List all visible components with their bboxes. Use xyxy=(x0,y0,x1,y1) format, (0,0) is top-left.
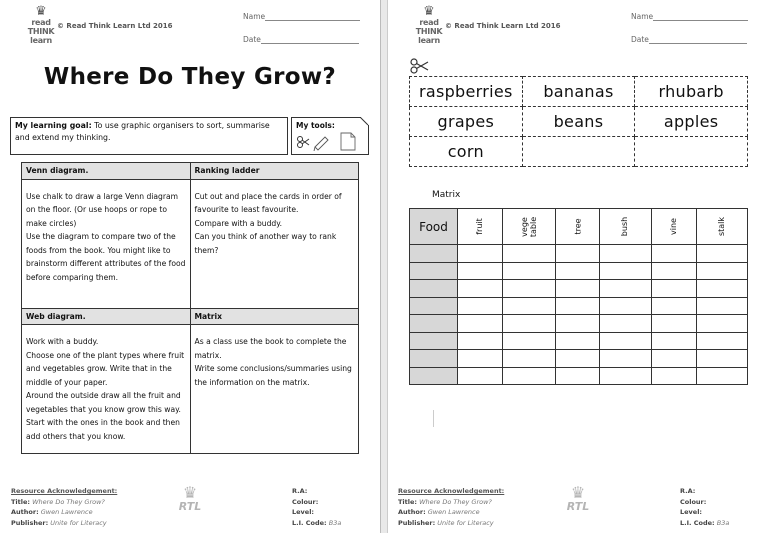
title-value: Where Do They Grow? xyxy=(32,497,105,506)
matrix-cell[interactable] xyxy=(651,262,697,280)
matrix-header-vine-text: vine xyxy=(669,218,679,235)
learning-goal-text: To use graphic organisers to sort, summarise and extend my thinking. xyxy=(15,121,270,142)
matrix-food-cell[interactable] xyxy=(410,297,458,315)
crown-icon: ♛ xyxy=(182,483,198,502)
matrix-cell[interactable] xyxy=(599,315,651,333)
matrix-cell[interactable] xyxy=(651,297,697,315)
matrix-row xyxy=(410,280,748,298)
matrix-cell[interactable] xyxy=(651,315,697,333)
matrix-header-bush xyxy=(599,209,651,245)
matrix-cell[interactable] xyxy=(697,367,748,385)
matrix-cell[interactable] xyxy=(697,280,748,298)
rtl-logo-text: RTL xyxy=(566,500,590,513)
matrix-cell[interactable] xyxy=(599,280,651,298)
matrix-food-cell[interactable] xyxy=(410,262,458,280)
paper-icon xyxy=(341,133,355,150)
matrix-cell[interactable] xyxy=(651,280,697,298)
matrix-food-cell[interactable] xyxy=(410,280,458,298)
card-bananas[interactable]: bananas xyxy=(522,77,635,107)
matrix-text: As a class use the book to complete the matrix. Write some conclusions/summaries using the information on the matrix. xyxy=(190,325,359,454)
matrix-cell[interactable] xyxy=(502,297,556,315)
matrix-cell[interactable] xyxy=(651,245,697,263)
level-label: Level: xyxy=(292,508,315,516)
matrix-cell[interactable] xyxy=(697,262,748,280)
level-info xyxy=(680,486,729,528)
resource-acknowledgement xyxy=(398,486,504,528)
matrix-row xyxy=(410,350,748,368)
title-label: Title: xyxy=(11,497,31,506)
matrix-cell[interactable] xyxy=(458,332,503,350)
matrix-header-stalk xyxy=(697,209,748,245)
level-info xyxy=(292,486,341,528)
name-label: Name xyxy=(631,12,654,21)
matrix-cell[interactable] xyxy=(502,350,556,368)
page-gutter xyxy=(380,0,388,533)
matrix-food-cell[interactable] xyxy=(410,245,458,263)
rtl-logo xyxy=(561,485,595,512)
name-field[interactable] xyxy=(631,12,748,21)
publisher-label: Publisher: xyxy=(11,518,49,527)
matrix-cell[interactable] xyxy=(651,332,697,350)
matrix-cell[interactable] xyxy=(502,245,556,263)
venn-diagram-text: Use chalk to draw a large Venn diagram on the floor. (Or use hoops or rope to make circles) Use the diagram to compare two of the foods from the book. You might like to brainstorm different attributes of the food before comparing them. xyxy=(22,179,191,308)
card-raspberries[interactable]: raspberries xyxy=(410,77,523,107)
publisher-value: Unite for Literacy xyxy=(437,518,494,527)
card-blank xyxy=(522,137,635,167)
activities-table xyxy=(21,162,359,454)
matrix-cell[interactable] xyxy=(502,332,556,350)
matrix-cell[interactable] xyxy=(556,245,599,263)
matrix-row xyxy=(410,332,748,350)
matrix-cell[interactable] xyxy=(556,315,599,333)
ranking-ladder-text: Cut out and place the cards in order of favourite to least favourite. Compare with a buddy. Can you think of another way to rank them? xyxy=(190,179,359,308)
matrix-stick-mark xyxy=(433,410,434,427)
matrix-header-tree xyxy=(556,209,599,245)
matrix-cell[interactable] xyxy=(599,245,651,263)
matrix-heading: Matrix xyxy=(190,308,359,325)
code-label: L.I. Code: xyxy=(680,518,715,527)
colour-label: Colour: xyxy=(292,497,319,506)
matrix-header-vegetable xyxy=(502,209,556,245)
crown-icon: ♛ xyxy=(35,4,47,19)
matrix-cell[interactable] xyxy=(556,280,599,298)
matrix-food-cell[interactable] xyxy=(410,332,458,350)
scissors-icon xyxy=(410,58,430,74)
pencil-icon xyxy=(314,137,328,151)
web-diagram-text: Work with a buddy. Choose one of the plant types where fruit and vegetables grow. Write that in the middle of your paper. Around the outside draw all the fruit and vegetables that you know grow this way. Start with the ones in the book and then add others that you know. xyxy=(22,325,191,454)
matrix-label: Matrix xyxy=(432,190,461,200)
web-diagram-heading: Web diagram. xyxy=(22,308,191,325)
venn-diagram-heading: Venn diagram. xyxy=(22,163,191,180)
matrix-cell[interactable] xyxy=(458,350,503,368)
ack-label: Resource Acknowledgement: xyxy=(11,487,118,495)
name-field[interactable] xyxy=(243,12,360,21)
logo-word-read: read xyxy=(31,18,51,27)
card-beans[interactable]: beans xyxy=(522,107,635,137)
scissors-icon xyxy=(298,137,310,148)
card-corn[interactable]: corn xyxy=(410,137,523,167)
matrix-cell[interactable] xyxy=(651,367,697,385)
logo-word-learn: learn xyxy=(418,36,440,45)
matrix-cell[interactable] xyxy=(697,245,748,263)
matrix-cell[interactable] xyxy=(697,315,748,333)
matrix-header-bush-text: bush xyxy=(620,216,630,237)
matrix-cell[interactable] xyxy=(697,332,748,350)
matrix-cell[interactable] xyxy=(556,262,599,280)
matrix-cell[interactable] xyxy=(599,367,651,385)
matrix-food-cell[interactable] xyxy=(410,315,458,333)
card-apples[interactable]: apples xyxy=(635,107,748,137)
matrix-cell[interactable] xyxy=(556,350,599,368)
colour-label: Colour: xyxy=(680,497,707,506)
copyright-text: © Read Think Learn Ltd 2016 xyxy=(445,22,561,30)
matrix-cell[interactable] xyxy=(556,367,599,385)
author-value: Gwen Lawrence xyxy=(427,508,480,516)
code-value: B3a xyxy=(716,518,730,527)
matrix-header-vine xyxy=(651,209,697,245)
food-cards-grid xyxy=(409,76,748,167)
rtl-logo-text: RTL xyxy=(178,500,202,513)
copyright-text: © Read Think Learn Ltd 2016 xyxy=(57,22,173,30)
author-value: Gwen Lawrence xyxy=(40,508,93,516)
date-label: Date xyxy=(243,35,261,44)
matrix-row xyxy=(410,315,748,333)
crown-icon: ♛ xyxy=(570,483,586,502)
read-think-learn-logo xyxy=(415,5,443,45)
matrix-header-fruit-text: fruit xyxy=(475,218,485,235)
matrix-row xyxy=(410,245,748,263)
matrix-row xyxy=(410,297,748,315)
title-value: Where Do They Grow? xyxy=(419,497,492,506)
matrix-cell[interactable] xyxy=(599,332,651,350)
code-value: B3a xyxy=(328,518,342,527)
matrix-food-cell[interactable] xyxy=(410,350,458,368)
matrix-cell[interactable] xyxy=(458,262,503,280)
card-rhubarb[interactable]: rhubarb xyxy=(635,77,748,107)
matrix-header-tree-text: tree xyxy=(573,218,583,235)
title-label: Title: xyxy=(398,497,418,506)
matrix-header-stalk-text: stalk xyxy=(717,216,727,237)
author-label: Author: xyxy=(11,508,39,516)
name-label: Name xyxy=(243,12,266,21)
resource-acknowledgement xyxy=(11,486,117,528)
date-label: Date xyxy=(631,35,649,44)
matrix-header-row xyxy=(410,209,748,245)
matrix-cell[interactable] xyxy=(502,280,556,298)
matrix-cell[interactable] xyxy=(458,297,503,315)
worksheet-title: Where Do They Grow? xyxy=(43,64,337,90)
matrix-cell[interactable] xyxy=(651,350,697,368)
code-label: L.I. Code: xyxy=(292,518,327,527)
logo-word-learn: learn xyxy=(30,36,52,45)
my-tools-label: My tools: xyxy=(296,121,335,130)
my-tools-box xyxy=(291,117,369,155)
matrix-row xyxy=(410,262,748,280)
ra-label: R.A: xyxy=(680,487,696,495)
ra-label: R.A: xyxy=(292,487,308,495)
matrix-cell[interactable] xyxy=(556,297,599,315)
matrix-cell[interactable] xyxy=(502,262,556,280)
matrix-table xyxy=(409,208,748,385)
date-field[interactable] xyxy=(243,35,359,44)
card-blank xyxy=(635,137,748,167)
left-page xyxy=(0,0,380,533)
learning-goal-label: My learning goal: xyxy=(15,121,92,130)
matrix-header-vegetable-text: vege table xyxy=(519,216,538,237)
ack-label: Resource Acknowledgement: xyxy=(398,487,505,495)
level-label: Level: xyxy=(680,508,703,516)
matrix-cell[interactable] xyxy=(458,367,503,385)
logo-word-read: read xyxy=(419,18,439,27)
publisher-label: Publisher: xyxy=(398,518,436,527)
logo-word-think: THINK xyxy=(27,27,55,36)
matrix-row xyxy=(410,367,748,385)
matrix-cell[interactable] xyxy=(458,245,503,263)
matrix-cell[interactable] xyxy=(599,350,651,368)
date-field[interactable] xyxy=(631,35,747,44)
matrix-food-cell[interactable] xyxy=(410,367,458,385)
matrix-header-food: Food xyxy=(410,209,458,245)
matrix-cell[interactable] xyxy=(697,350,748,368)
matrix-cell[interactable] xyxy=(458,315,503,333)
matrix-cell[interactable] xyxy=(502,315,556,333)
ranking-ladder-heading: Ranking ladder xyxy=(190,163,359,180)
tools-icons xyxy=(295,131,361,151)
logo-word-think: THINK xyxy=(415,27,443,36)
learning-goal-box xyxy=(10,117,288,155)
matrix-cell[interactable] xyxy=(458,280,503,298)
matrix-cell[interactable] xyxy=(556,332,599,350)
card-grapes[interactable]: grapes xyxy=(410,107,523,137)
read-think-learn-logo xyxy=(27,5,55,45)
rtl-logo xyxy=(173,485,207,512)
matrix-header-fruit xyxy=(458,209,503,245)
matrix-cell[interactable] xyxy=(502,367,556,385)
author-label: Author: xyxy=(398,508,426,516)
matrix-cell[interactable] xyxy=(599,297,651,315)
crown-icon: ♛ xyxy=(423,4,435,19)
publisher-value: Unite for Literacy xyxy=(50,518,107,527)
matrix-cell[interactable] xyxy=(599,262,651,280)
matrix-cell[interactable] xyxy=(697,297,748,315)
